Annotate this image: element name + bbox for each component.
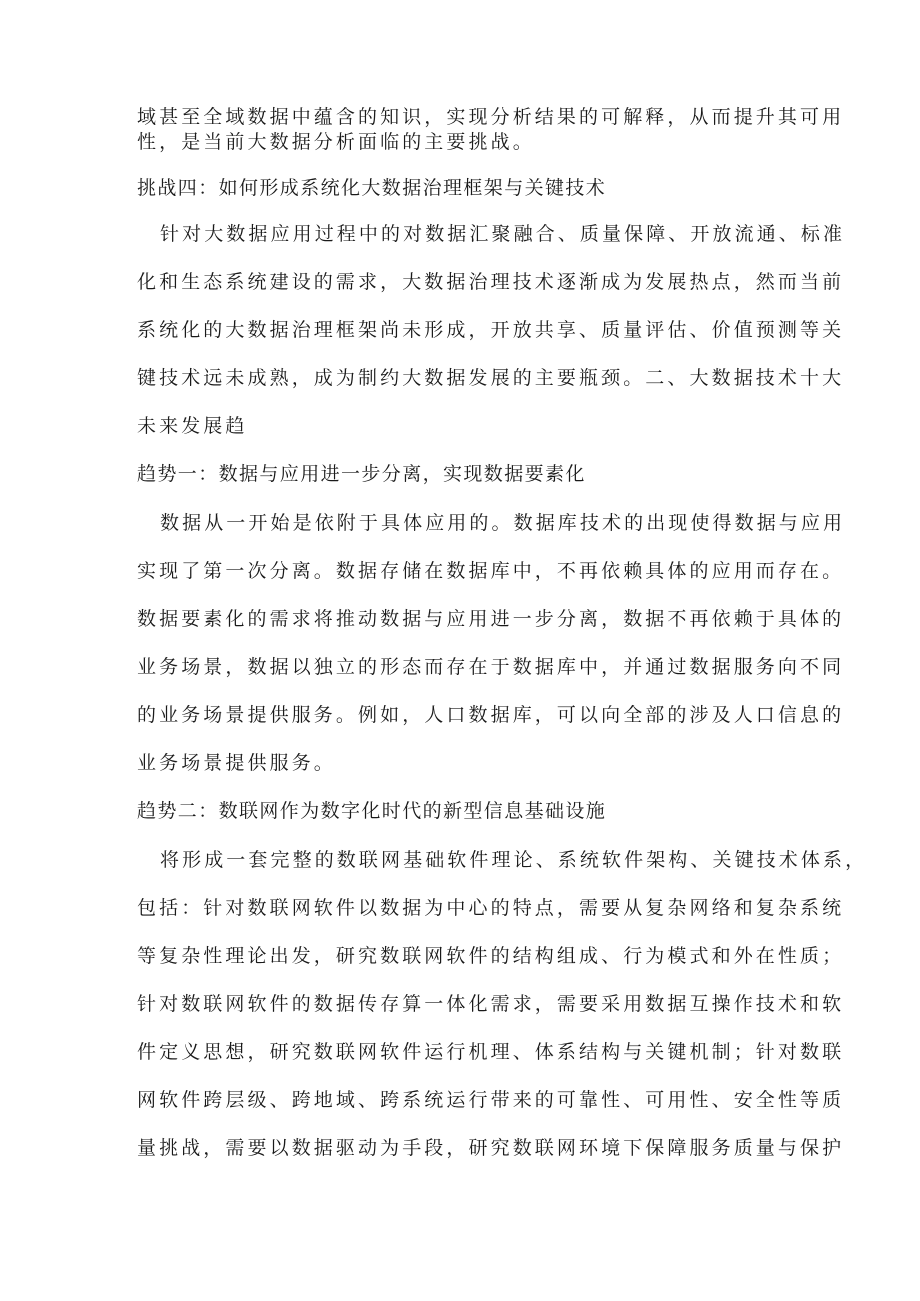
paragraph-first-line: 针对大数据应用过程中的对数据汇聚融合、质量保障、开放流通、标准: [160, 223, 846, 245]
body-text-line: 系统化的大数据治理框架尚未形成，开放共享、质量评估、价值预测等关: [137, 319, 845, 341]
body-text-line: 域甚至全域数据中蕴含的知识，实现分析结果的可解释，从而提升其可用: [137, 106, 845, 128]
body-text-line: 业务场景，数据以独立的形态而存在于数据库中，并通过数据服务向不同: [137, 656, 845, 678]
body-text-line: 等复杂性理论出发，研究数联网软件的结构组成、行为模式和外在性质；: [137, 945, 845, 967]
body-text-line: 网软件跨层级、跨地域、跨系统运行带来的可靠性、可用性、安全性等质: [137, 1089, 845, 1111]
body-text-line: 未来发展趋: [137, 415, 248, 437]
body-text-line: 化和生态系统建设的需求，大数据治理技术逐渐成为发展热点，然而当前: [137, 271, 845, 293]
body-text-line: 实现了第一次分离。数据存储在数据库中，不再依赖具体的应用而存在。: [137, 560, 845, 582]
body-text-line: 件定义思想，研究数联网软件运行机理、体系结构与关键机制；针对数联: [137, 1041, 845, 1063]
body-text-line: 性，是当前大数据分析面临的主要挑战。: [137, 131, 535, 153]
body-text-line: 的业务场景提供服务。例如，人口数据库，可以向全部的涉及人口信息的: [137, 704, 845, 726]
body-text-line: 包括：针对数联网软件以数据为中心的特点，需要从复杂网络和复杂系统: [137, 897, 845, 919]
paragraph-first-line: 将形成一套完整的数联网基础软件理论、系统软件架构、关键技术体系，: [160, 849, 868, 871]
section-heading: 趋势一：数据与应用进一步分离，实现数据要素化: [137, 463, 586, 485]
section-heading: 挑战四：如何形成系统化大数据治理框架与关键技术: [137, 177, 607, 199]
body-text-line: 针对数联网软件的数据传存算一体化需求，需要采用数据互操作技术和软: [137, 993, 845, 1015]
body-text-line: 键技术远未成熟，成为制约大数据发展的主要瓶颈。二、大数据技术十大: [137, 367, 845, 389]
section-heading: 趋势二：数联网作为数字化时代的新型信息基础设施: [137, 800, 607, 822]
body-text-line: 业务场景提供服务。: [137, 752, 336, 774]
paragraph-first-line: 数据从一开始是依附于具体应用的。数据库技术的出现使得数据与应用: [160, 512, 846, 534]
body-text-line: 量挑战，需要以数据驱动为手段，研究数联网环境下保障服务质量与保护: [137, 1137, 845, 1159]
body-text-line: 数据要素化的需求将推动数据与应用进一步分离，数据不再依赖于具体的: [137, 608, 845, 630]
